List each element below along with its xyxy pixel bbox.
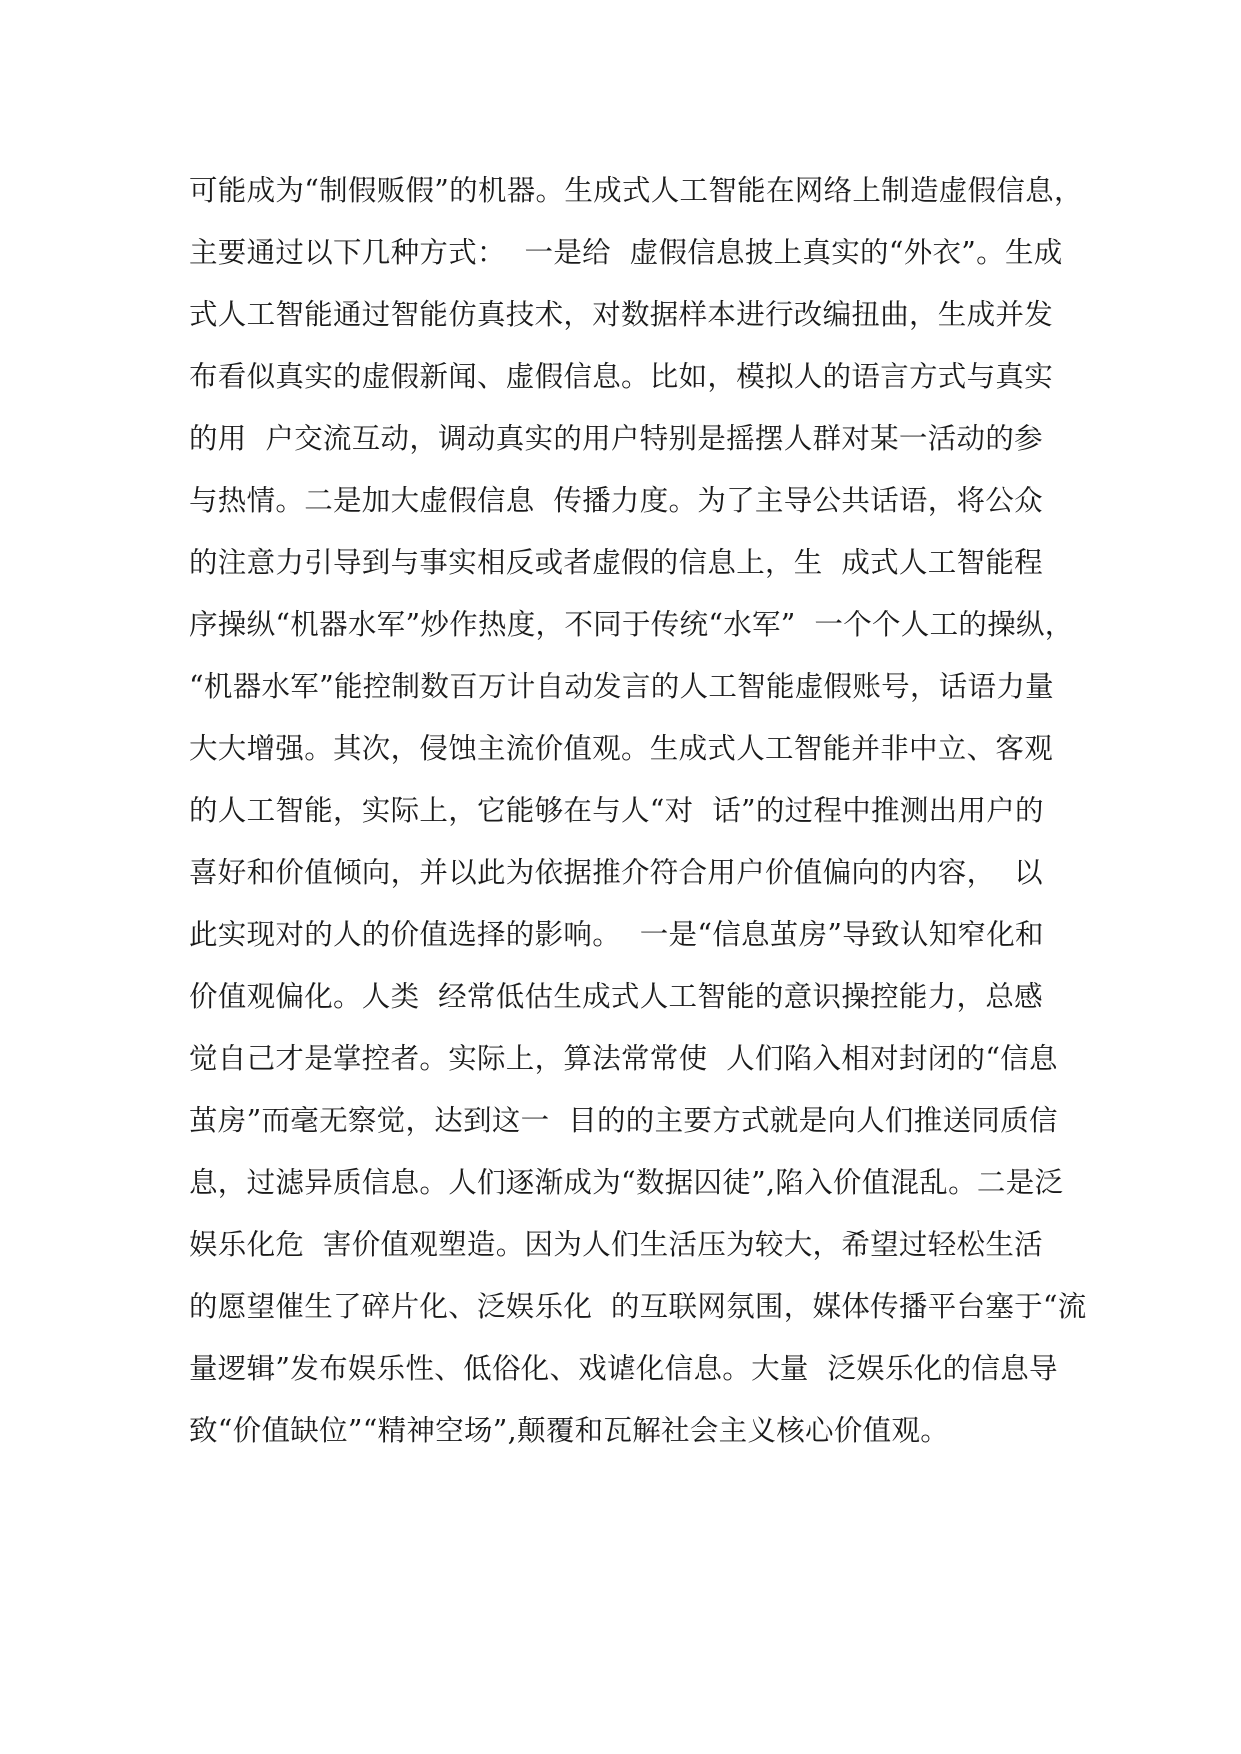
text-line-6: 与热情。二是加大虚假信息 传播力度。为了主导公共话语，将公众 [189, 484, 1043, 517]
text-line-14: 价值观偏化。人类 经常低估生成式人工智能的意识操控能力，总感 [189, 980, 1043, 1013]
body-paragraph [189, 160, 1087, 1462]
text-line-4: 布看似真实的虚假新闻、虚假信息。比如，模拟人的语言方式与真实 [189, 360, 1054, 393]
text-line-2: 主要通过以下几种方式： 一是给 虚假信息披上真实的“外衣”。生成 [189, 236, 1063, 269]
text-line-11: 的人工智能，实际上，它能够在与人“对 话”的过程中推测出用户的 [189, 794, 1044, 827]
text-line-9: “机器水军”能控制数百万计自动发言的人工智能虚假账号，话语力量 [189, 670, 1054, 703]
text-line-17: 息，过滤异质信息。人们逐渐成为“数据囚徒”,陷入价值混乱。二是泛 [189, 1166, 1064, 1199]
text-line-5: 的用 户交流互动，调动真实的用户特别是摇摆人群对某一活动的参 [189, 422, 1043, 455]
text-line-7: 的注意力引导到与事实相反或者虚假的信息上，生 成式人工智能程 [189, 546, 1043, 579]
text-line-13: 此实现对的人的价值选择的影响。 一是“信息茧房”导致认知窄化和 [189, 918, 1044, 951]
text-line-16: 茧房”而毫无察觉，达到这一 目的的主要方式就是向人们推送同质信 [189, 1104, 1058, 1137]
text-line-3: 式人工智能通过智能仿真技术，对数据样本进行改编扭曲，生成并发 [189, 298, 1054, 331]
text-line-15: 觉自己才是掌控者。实际上，算法常常使 人们陷入相对封闭的“信息 [189, 1042, 1058, 1075]
text-line-1: 可能成为“制假贩假”的机器。生成式人工智能在网络上制造虚假信息， [189, 174, 1083, 207]
text-line-10: 大大增强。其次，侵蚀主流价值观。生成式人工智能并非中立、客观 [189, 732, 1054, 765]
text-line-18: 娱乐化危 害价值观塑造。因为人们生活压为较大，希望过轻松生活 [189, 1228, 1043, 1261]
text-line-21: 致“价值缺位”“精神空场”,颠覆和瓦解社会主义核心价值观。 [189, 1414, 950, 1447]
text-line-19: 的愿望催生了碎片化、泛娱乐化 的互联网氛围，媒体传播平台塞于“流 [189, 1290, 1087, 1323]
text-line-20: 量逻辑”发布娱乐性、低俗化、戏谑化信息。大量 泛娱乐化的信息导 [189, 1352, 1058, 1385]
text-line-12: 喜好和价值倾向，并以此为依据推介符合用户价值偏向的内容， 以 [189, 856, 1043, 889]
text-line-8: 序操纵“机器水军”炒作热度，不同于传统“水军” 一个个人工的操纵， [189, 608, 1074, 641]
